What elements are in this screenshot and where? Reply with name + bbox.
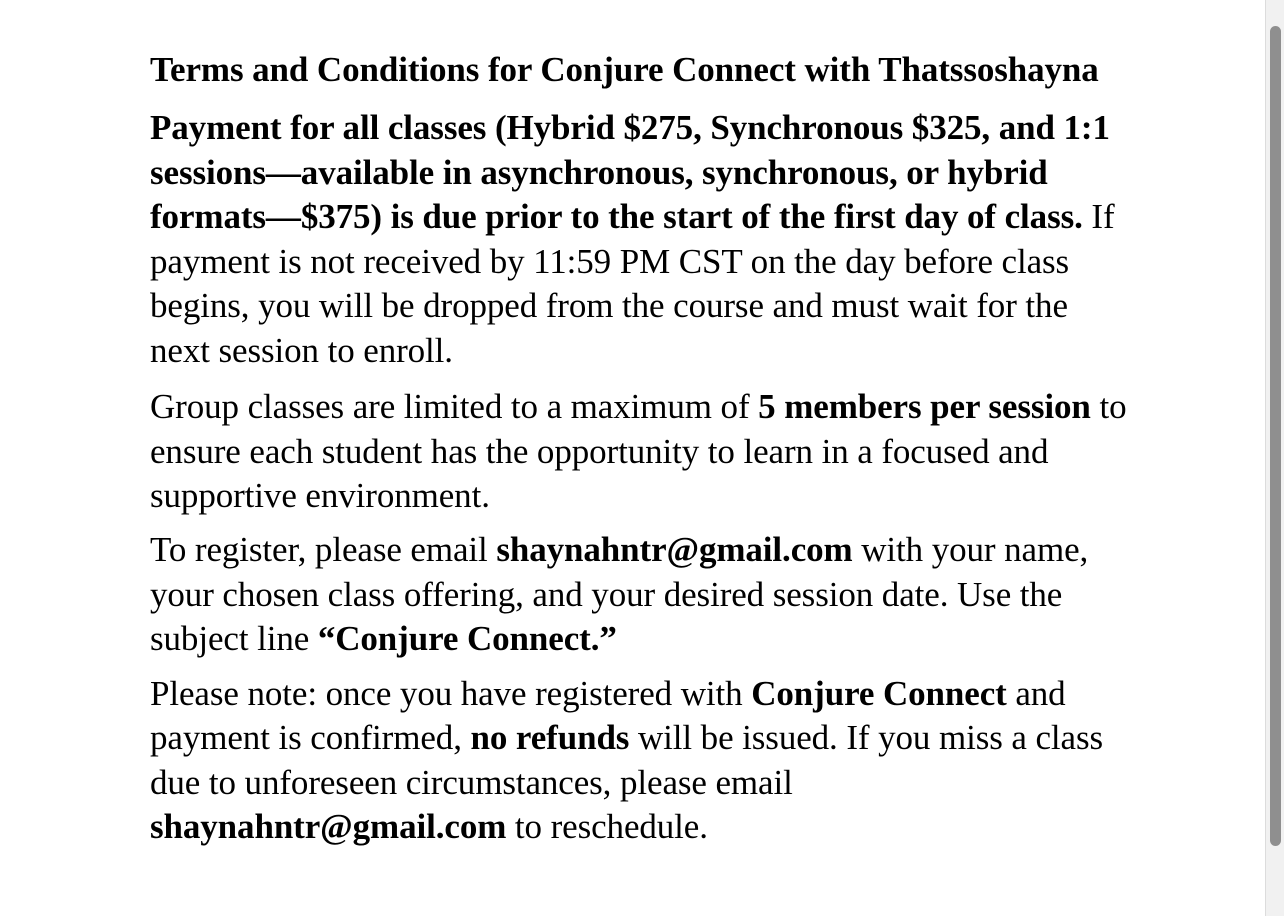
text-run: to ensure each student has the opportunity to learn in a focused and supportive environment. xyxy=(150,387,1127,515)
emphasis-run: no refunds xyxy=(470,718,630,758)
text-run: If payment is not received by 11:59 PM CST on the day before class begins, you will be dropped from the course and must wait for the next session to enroll. xyxy=(150,197,1115,370)
text-run: with your name, your chosen class offering, and your desired session date. Use the subject line xyxy=(150,530,1089,659)
paragraph-class-size-policy xyxy=(150,385,1135,518)
paragraph-refund-policy xyxy=(150,672,1135,850)
text-run: To register, please email xyxy=(150,530,497,570)
emphasis-run: 5 members per session xyxy=(758,387,1091,427)
text-run: will be issued. If you miss a class due to unforeseen circumstances, please email xyxy=(150,718,1104,802)
paragraph-registration-policy xyxy=(150,528,1135,661)
vertical-scroll-thumb[interactable] xyxy=(1270,26,1281,846)
emphasis-run: shaynahntr@gmail.com xyxy=(496,530,853,570)
emphasis-run: Conjure Connect xyxy=(751,673,1007,713)
emphasis-run: Payment for all classes (Hybrid $275, Synchronous $325, and 1:1 sessions—available in asynchronous, synchronous, or hybrid formats—$375) is due prior to the start of the first day of class. xyxy=(150,108,1110,237)
document-body xyxy=(150,48,1135,859)
page-title: Terms and Conditions for Conjure Connect with Thatssoshayna xyxy=(150,50,1099,89)
emphasis-run: shaynahntr@gmail.com xyxy=(150,807,507,846)
text-run: Group classes are limited to a maximum of xyxy=(150,387,759,427)
page-left-margin xyxy=(0,0,4,916)
text-run: and payment is confirmed, xyxy=(150,673,1066,758)
emphasis-run: “Conjure Connect.” xyxy=(317,619,617,659)
vertical-scrollbar[interactable] xyxy=(1265,0,1284,916)
text-run: to reschedule. xyxy=(506,807,708,846)
paragraph-payment-policy xyxy=(150,106,1135,373)
text-run: Please note: once you have registered with xyxy=(150,673,752,713)
